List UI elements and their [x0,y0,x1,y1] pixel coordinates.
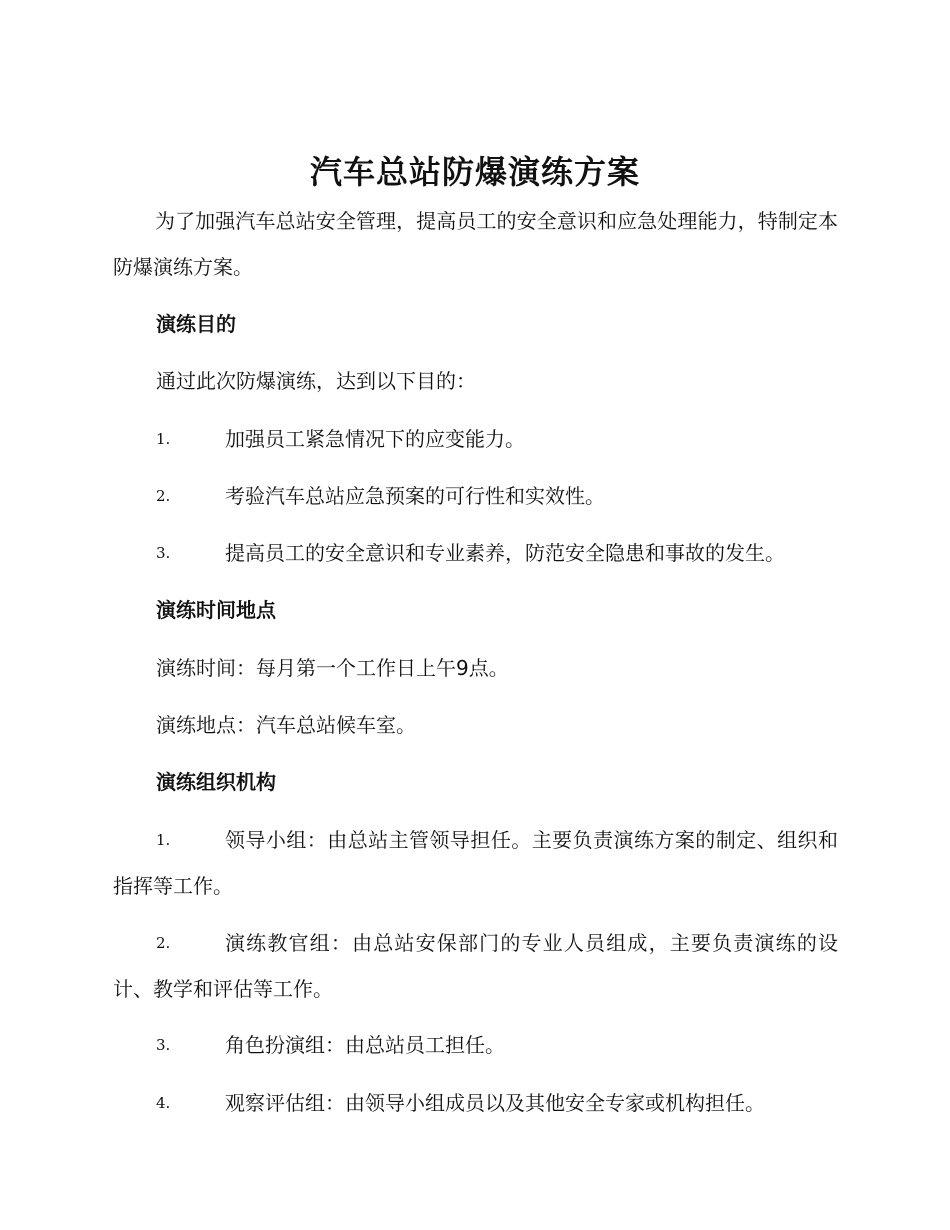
purpose-item-2-number: 2. [156,487,171,505]
org-item-4-text: 观察评估组：由领导小组成员以及其他安全专家或机构担任。 [225,1091,765,1115]
purpose-item-1-text: 加强员工紧急情况下的应变能力。 [225,427,525,451]
purpose-item-2-text: 考验汽车总站应急预案的可行性和实效性。 [225,484,605,508]
org-item-2-text: 演练教官组：由总站安保部门的专业人员组成，主要负责演练的设计、教学和评估等工作。 [113,931,838,1001]
purpose-item-1-number: 1. [156,430,171,448]
section-heading-organization: 演练组织机构 [156,770,276,794]
drill-time: 演练时间：每月第一个工作日上午9点。 [156,656,509,680]
org-item-2-number: 2. [156,934,171,952]
purpose-item-3-text: 提高员工的安全意识和专业素养，防范安全隐患和事故的发生。 [225,541,785,565]
intro-paragraph: 为了加强汽车总站安全管理，提高员工的安全意识和应急处理能力，特制定本防爆演练方案。 [113,209,838,279]
purpose-lead: 通过此次防爆演练，达到以下目的： [156,369,476,393]
org-item-3-number: 3. [156,1036,171,1054]
section-heading-time-place: 演练时间地点 [156,598,276,622]
org-item-1-number: 1. [156,831,171,849]
purpose-item-3-number: 3. [156,544,171,562]
org-item-1 [113,817,838,909]
org-item-2 [113,920,838,1012]
org-item-1-text: 领导小组：由总站主管领导担任。主要负责演练方案的制定、组织和指挥等工作。 [113,828,838,898]
org-item-4-number: 4. [156,1094,171,1112]
document-title: 汽车总站防爆演练方案 [309,153,640,191]
org-item-3-text: 角色扮演组：由总站员工担任。 [225,1033,505,1057]
section-heading-purpose: 演练目的 [156,312,236,336]
drill-place: 演练地点：汽车总站候车室。 [156,713,416,737]
